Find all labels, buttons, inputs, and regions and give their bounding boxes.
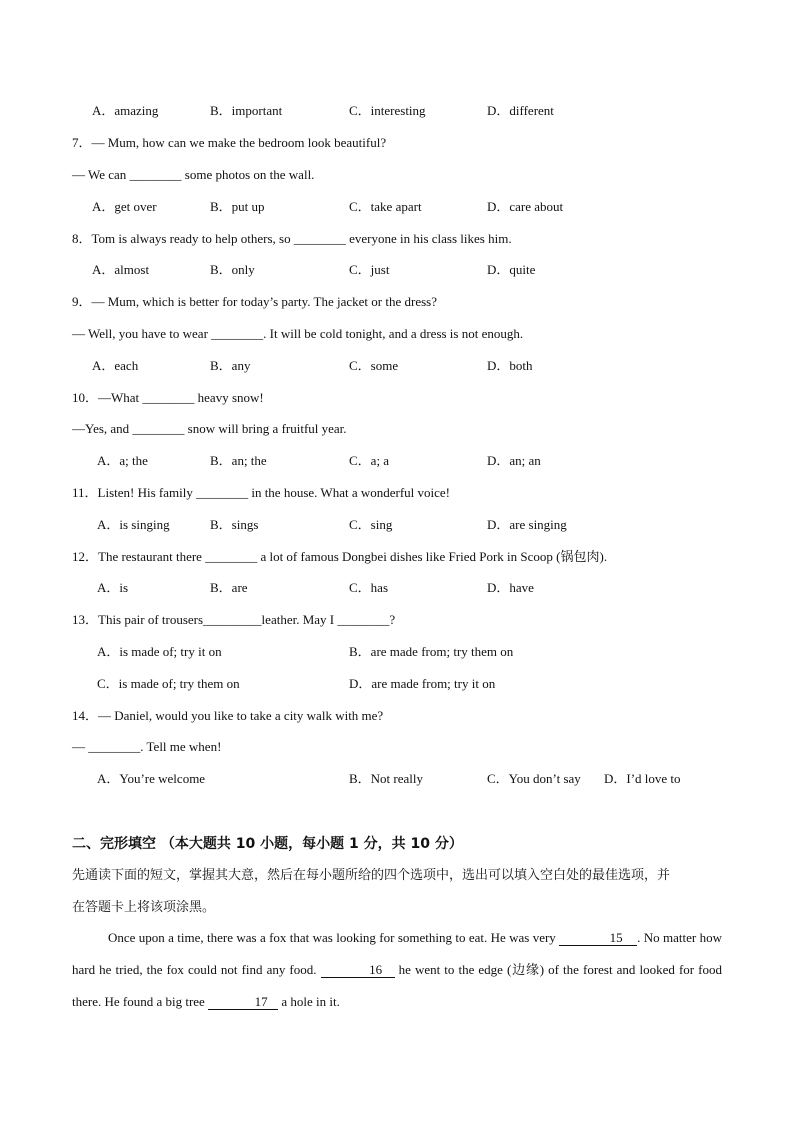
cloze-blank-15[interactable]: 15 <box>559 930 637 946</box>
q6-option-c[interactable]: C．interesting <box>349 103 426 118</box>
q10-option-c[interactable]: C．a; a <box>349 453 390 468</box>
q11-option-b[interactable]: B．sings <box>210 517 259 532</box>
q7-line1: 7．— Mum, how can we make the bedroom look beautiful? <box>72 135 387 150</box>
q14-line2: — ________. Tell me when! <box>72 739 222 754</box>
passage-segment: Once upon a time, there was a fox that was looking for something to eat. He was very <box>108 930 560 945</box>
cloze-passage <box>72 922 722 1018</box>
q8-option-c[interactable]: C．just <box>349 262 390 277</box>
q8-option-b[interactable]: B．only <box>210 262 255 277</box>
q14-option-b[interactable]: B．Not really <box>349 771 424 786</box>
q7-option-b[interactable]: B．put up <box>210 199 265 214</box>
q8-stem: 8．Tom is always ready to help others, so ________ everyone in his class likes him. <box>72 231 512 246</box>
q12-option-d[interactable]: D．have <box>487 580 534 595</box>
q13-option-d[interactable]: D．are made from; try it on <box>349 676 496 691</box>
q6-option-d[interactable]: D．different <box>487 103 554 118</box>
q9-option-b[interactable]: B．any <box>210 358 251 373</box>
passage-segment: a hole in it. <box>278 994 340 1009</box>
q7-option-a[interactable]: A．get over <box>92 199 157 214</box>
q9-option-a[interactable]: A．each <box>92 358 139 373</box>
q14-option-d[interactable]: D．I’d love to <box>604 771 681 786</box>
q13-option-a[interactable]: A．is made of; try it on <box>97 644 222 659</box>
q10-option-d[interactable]: D．an; an <box>487 453 541 468</box>
q10-line2: —Yes, and ________ snow will bring a fruitful year. <box>72 421 347 436</box>
section-title: 二、完形填空 （本大题共 10 小题，每小题 1 分，共 10 分） <box>72 836 463 852</box>
q13-option-b[interactable]: B．are made from; try them on <box>349 644 514 659</box>
q14-option-a[interactable]: A．You’re welcome <box>97 771 206 786</box>
q13-option-c[interactable]: C．is made of; try them on <box>97 676 240 691</box>
q8-option-d[interactable]: D．quite <box>487 262 536 277</box>
q11-option-d[interactable]: D．are singing <box>487 517 567 532</box>
q12-option-c[interactable]: C．has <box>349 580 389 595</box>
q7-option-c[interactable]: C．take apart <box>349 199 422 214</box>
q8-option-a[interactable]: A．almost <box>92 262 150 277</box>
q6-option-b[interactable]: B．important <box>210 103 283 118</box>
q11-option-a[interactable]: A．is singing <box>97 517 170 532</box>
q13-stem: 13．This pair of trousers_________leather. May I ________? <box>72 612 396 627</box>
q10-line1: 10．—What ________ heavy snow! <box>72 390 264 405</box>
q10-option-b[interactable]: B．an; the <box>210 453 267 468</box>
q7-option-d[interactable]: D．care about <box>487 199 564 214</box>
q6-option-a[interactable]: A．amazing <box>92 103 159 118</box>
q7-line2: — We can ________ some photos on the wall. <box>72 167 315 182</box>
q9-line2: — Well, you have to wear ________. It will be cold tonight, and a dress is not enough. <box>72 326 524 341</box>
q11-option-c[interactable]: C．sing <box>349 517 393 532</box>
section-instruction-line2: 在答题卡上将该项涂黑。 <box>72 900 216 915</box>
q12-option-a[interactable]: A．is <box>97 580 129 595</box>
passage-segment: . No matter how hard he tried, the fox could not find any food. <box>72 930 722 977</box>
cloze-blank-16[interactable]: 16 <box>321 962 395 978</box>
q9-line1: 9．— Mum, which is better for today’s party. The jacket or the dress? <box>72 294 437 309</box>
passage-segment: he went to the edge (边缘) of the forest and looked for food there. He found a big tree <box>72 962 722 1009</box>
q14-line1: 14．— Daniel, would you like to take a city walk with me? <box>72 708 384 723</box>
q9-option-c[interactable]: C．some <box>349 358 399 373</box>
section-instruction-line1: 先通读下面的短文，掌握其大意，然后在每小题所给的四个选项中，选出可以填入空白处的最佳选项，并 <box>72 868 671 883</box>
q10-option-a[interactable]: A．a; the <box>97 453 148 468</box>
q12-stem: 12．The restaurant there ________ a lot of famous Dongbei dishes like Fried Pork in Scoop (锅包肉). <box>72 549 608 564</box>
q12-option-b[interactable]: B．are <box>210 580 248 595</box>
cloze-blank-17[interactable]: 17 <box>208 994 278 1010</box>
q11-stem: 11．Listen! His family ________ in the house. What a wonderful voice! <box>72 485 451 500</box>
q9-option-d[interactable]: D．both <box>487 358 533 373</box>
q14-option-c[interactable]: C．You don’t say <box>487 771 581 786</box>
